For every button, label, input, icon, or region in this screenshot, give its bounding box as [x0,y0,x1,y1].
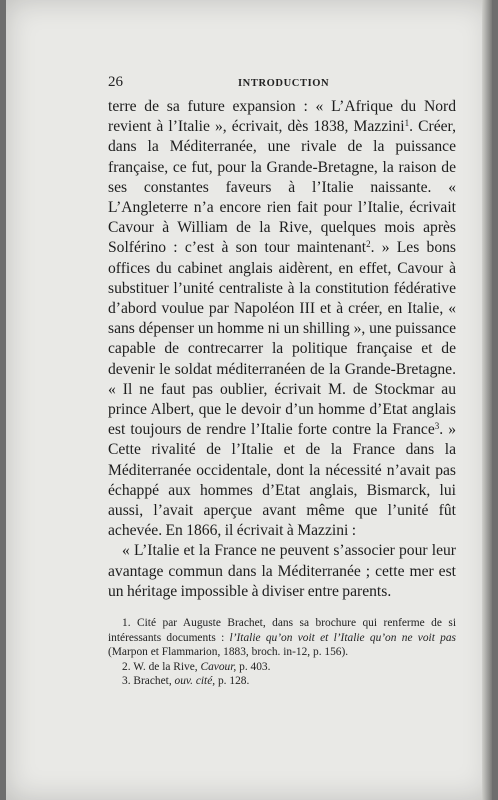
paragraph-1-part-1: terre de sa future expansion : « L’Afrique du Nord revient à l’Italie », écrivait, dès 1838, Mazzini [108,98,456,136]
footnote-2-author: W. de la Rive, [133,660,198,673]
footnote-2-number: 2. [122,660,131,673]
running-title: INTRODUCTION [238,78,330,89]
footnote-3-author: Brachet, [133,675,172,688]
footnote-1 [108,616,456,660]
footnote-1-text: Cité par Auguste Brachet, dans sa brochure qui renferme de si intéressants documents : [108,617,456,644]
paragraph-1-part-2: . Créer, dans la Méditerranée, une rivale de la puissance française, ce fut, pour la Grande-Bretagne, la raison de ses constantes faveurs à l’Italie naissante. « L’Angleterre n’a encore rien fait pour l’Italie, écrivait Cavour à William de la Rive, quelques mois après Solférino : c’est à son tour maintenant [108,118,457,257]
footnote-3-page: p. 128. [217,675,250,688]
paragraph-1-part-3: . » Les bons offices du cabinet anglais aidèrent, en effet, Cavour à substituer l’unité centraliste à la constitution fédérative d’abord voulue par Napoléon III et à créer, en Italie, « sans dépenser un homme ni un shilling », une puissance capable de contrecarrer la politique française et de devenir le soldat méditerranéen de la Grande-Bretagne. « Il ne faut pas oublier, écrivait M. de Stockmar au prince Albert, que le devoir d’un homme d’Etat anglais est toujours de rendre l’Italie forte contre la France [108,239,456,439]
footnote-2-page: p. 403. [239,660,271,673]
footnotes [108,616,456,689]
paragraph-2: « L’Italie et la France ne peuvent s’associer pour leur avantage commun dans la Méditerranée ; cette mer est un héritage impossible à diviser entre parents. [108,542,456,600]
footnote-2-title: Cavour, [200,660,237,673]
footnote-3 [108,674,456,689]
paragraph-1 [108,97,456,541]
footnote-2 [108,660,456,675]
footnote-1-title: l’Italie qu’on voit et l’Italie qu’on ne voit pas [229,631,456,644]
footnote-ref-3: 3 [434,421,440,432]
paragraph-1-part-4: . » Cette rivalité de l’Italie et de la France dans la Méditerranée occidentale, dont la nécessité n’avait pas échappé aux hommes d’Etat anglais, Bismarck, lui aussi, l’avait aperçue avant même que l’unité fût achevée. En 1866, il écrivait à Mazzini : [108,421,456,540]
page-spine-shadow [482,0,492,800]
footnote-3-title: ouv. cité, [174,675,216,688]
footnote-1-number: 1. [122,617,131,629]
footnote-1-publisher: (Marpon et Flammarion, 1883, broch. in-12, p. 156). [108,646,349,659]
book-page [6,0,492,800]
footnote-ref-2: 2 [366,239,371,250]
footnote-3-number: 3. [122,675,131,688]
footnote-ref-1: 1 [404,118,410,129]
main-text [108,97,456,602]
page-number: 26 [108,74,123,90]
page-header [108,74,458,94]
